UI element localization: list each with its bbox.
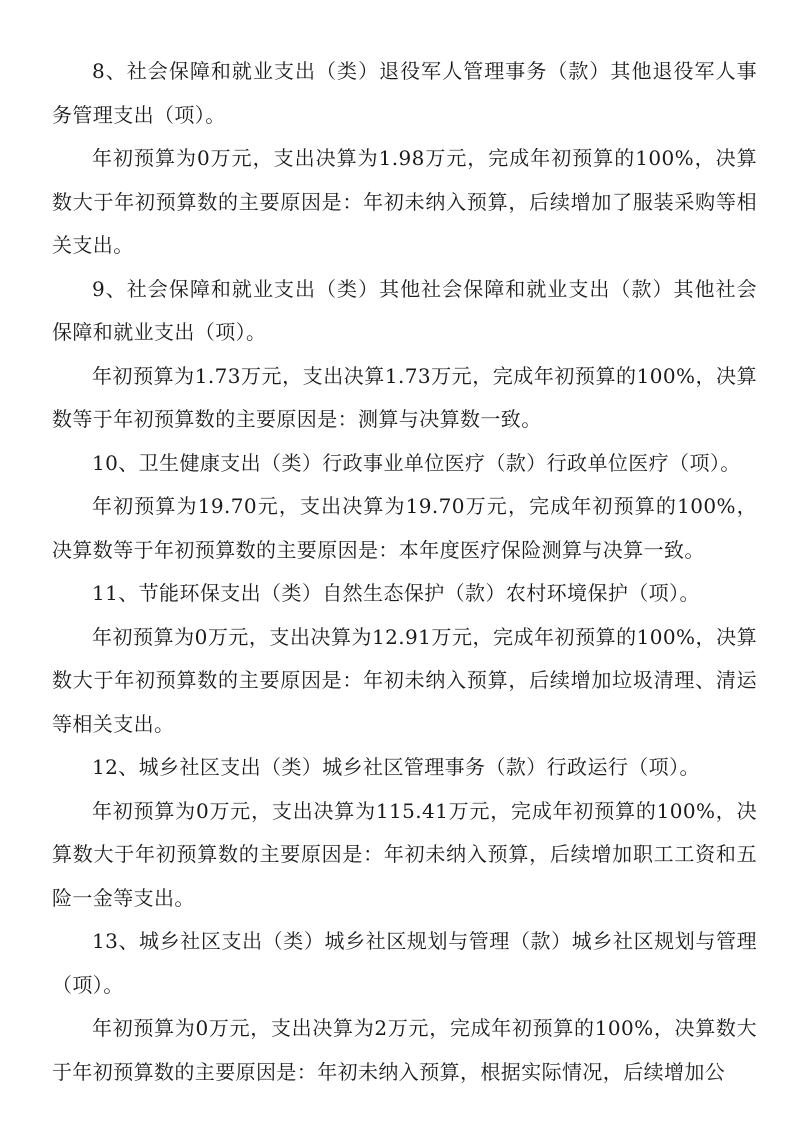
item-12-heading: 12、城乡社区支出（类）城乡社区管理事务（款）行政运行（项）。 (92, 755, 700, 779)
item-10-heading: 10、卫生健康支出（类）行政事业单位医疗（款）行政单位医疗（项）。 (92, 450, 741, 475)
item-11-heading: 11、节能环保支出（类）自然生态保护（款）农村环境保护（项）。 (92, 581, 700, 605)
item-10-body: 年初预算为19.70元，支出决算为19.70万元，完成年初预算的100%，决算数等于年初预算数的主要原因是：本年度医疗保险测算与决算一致。 (52, 494, 757, 562)
item-9-heading: 9、社会保障和就业支出（类）其他社会保障和就业支出（款）其他社会保障和就业支出（项）。 (52, 276, 757, 344)
item-8-body: 年初预算为0万元，支出决算为1.98万元，完成年初预算的100%，决算数大于年初预算数的主要原因是：年初未纳入预算，后续增加了服装采购等相关支出。 (52, 146, 757, 257)
item-12-body: 年初预算为0万元，支出决算为115.41万元，完成年初预算的100%，决算数大于年初预算数的主要原因是：年初未纳入预算，后续增加职工工资和五险一金等支出。 (52, 798, 757, 910)
item-11-body: 年初预算为0万元，支出决算为12.91万元，完成年初预算的100%，决算数大于年初预算数的主要原因是：年初未纳入预算，后续增加垃圾清理、清运等相关支出。 (52, 624, 757, 736)
item-13-heading: 13、城乡社区支出（类）城乡社区规划与管理（款）城乡社区规划与管理（项）。 (52, 929, 757, 997)
document-page (52, 50, 757, 1094)
item-9-body: 年初预算为1.73万元，支出决算1.73万元，完成年初预算的100%，决算数等于年初预算数的主要原因是：测算与决算数一致。 (52, 363, 757, 431)
item-13-body: 年初预算为0万元，支出决算为2万元，完成年初预算的100%，决算数大于年初预算数的主要原因是：年初未纳入预算，根据实际情况，后续增加公 (52, 1016, 757, 1084)
item-8-heading: 8、社会保障和就业支出（类）退役军人管理事务（款）其他退役军人事务管理支出（项）。 (52, 59, 757, 127)
